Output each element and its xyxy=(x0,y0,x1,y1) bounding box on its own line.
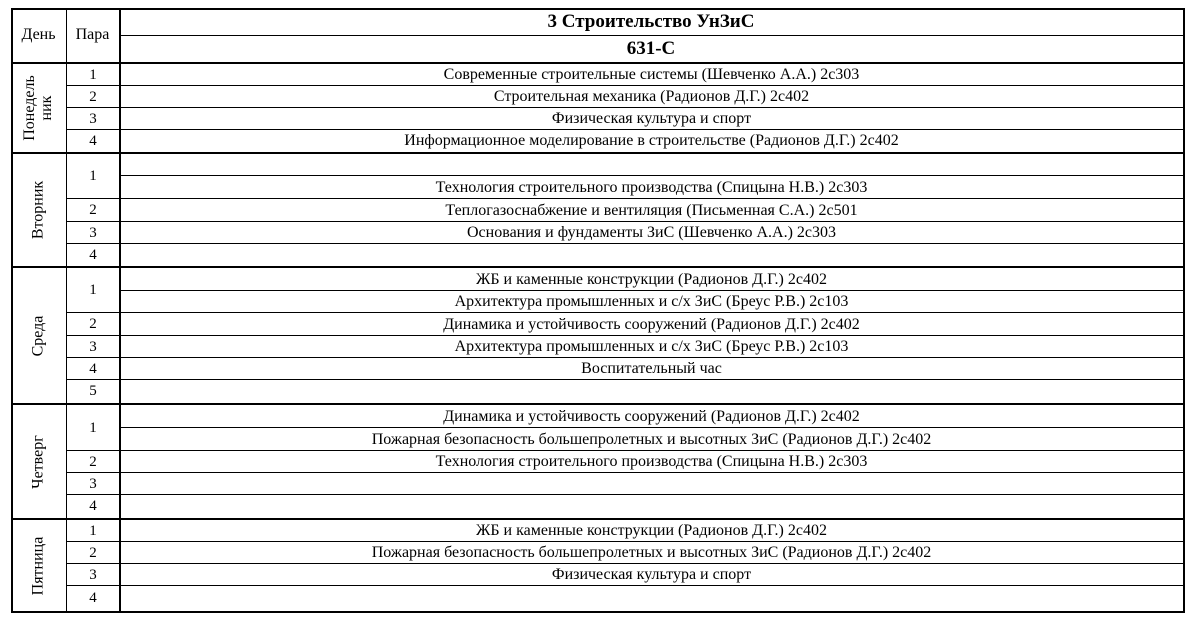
pair-number: 2 xyxy=(89,544,97,561)
pair-number: 2 xyxy=(89,88,97,105)
lesson-cell: Информационное моделирование в строительстве (Радионов Д.Г.) 2с402 xyxy=(404,132,899,149)
grid-line xyxy=(66,8,67,613)
day-name-cell xyxy=(12,405,66,518)
day-name xyxy=(31,315,48,356)
lesson-cell: Современные строительные системы (Шевченко А.А.) 2с303 xyxy=(443,66,860,83)
pair-number: 4 xyxy=(89,132,97,149)
lesson-cell: Воспитательный час xyxy=(581,360,722,377)
lesson-cell xyxy=(120,244,1183,266)
day-name-line: Вторник xyxy=(29,180,47,240)
grid-line xyxy=(119,35,1183,36)
day-column-header: День xyxy=(21,26,56,43)
lesson-cell: Архитектура промышленных и с/х ЗиС (Бреус Р.В.) 2с103 xyxy=(454,338,849,355)
lesson-cell: Динамика и устойчивость сооружений (Радионов Д.Г.) 2с402 xyxy=(443,407,860,425)
lesson-cell: Архитектура промышленных и с/х ЗиС (Бреус Р.В.) 2с103 xyxy=(454,293,849,310)
pair-number: 4 xyxy=(89,360,97,377)
lesson-cell xyxy=(120,380,1183,403)
pair-number: 4 xyxy=(89,590,97,606)
pair-number: 3 xyxy=(89,566,97,583)
pair-number: 1 xyxy=(89,66,97,83)
lesson-cell xyxy=(120,495,1183,518)
day-name-line: ник xyxy=(38,95,55,121)
lesson-cell xyxy=(120,154,1183,176)
day-name xyxy=(31,435,48,489)
day-name-line: Пятница xyxy=(29,536,47,595)
pair-number: 3 xyxy=(89,110,97,127)
day-name-line: Среда xyxy=(29,315,47,356)
group-title: 631-С xyxy=(626,38,676,59)
day-name-line: Четверг xyxy=(29,434,47,489)
lesson-cell: Теплогазоснабжение и вентиляция (Письменная С.А.) 2с501 xyxy=(445,201,858,219)
grid-line xyxy=(11,8,1185,10)
lesson-cell: Динамика и устойчивость сооружений (Радионов Д.Г.) 2с402 xyxy=(443,315,860,333)
pair-number: 2 xyxy=(89,316,97,332)
pair-number: 2 xyxy=(89,202,97,218)
day-name-cell xyxy=(12,64,66,152)
day-name-cell xyxy=(12,520,66,611)
grid-line xyxy=(119,8,121,613)
lesson-cell: Строительная механика (Радионов Д.Г.) 2с402 xyxy=(493,88,810,105)
lesson-cell: Физическая культура и спорт xyxy=(551,110,752,127)
grid-line xyxy=(1183,8,1185,613)
grid-line xyxy=(11,8,13,613)
pair-number: 1 xyxy=(89,419,97,436)
lesson-cell: Пожарная безопасность большепролетных и высотных ЗиС (Радионов Д.Г.) 2с402 xyxy=(371,430,932,448)
grid-line xyxy=(11,62,1185,64)
pair-number: 1 xyxy=(89,168,97,184)
faculty-title: 3 Строительство УнЗиС xyxy=(547,11,755,32)
lesson-cell: Физическая культура и спорт xyxy=(551,566,752,583)
lesson-cell: Основания и фундаменты ЗиС (Шевченко А.А.) 2с303 xyxy=(467,224,836,241)
lesson-cell xyxy=(120,586,1183,611)
pair-number: 5 xyxy=(89,383,97,399)
lesson-cell: ЖБ и каменные конструкции (Радионов Д.Г.) 2с402 xyxy=(476,270,827,288)
pair-number: 3 xyxy=(89,224,97,241)
pair-number: 4 xyxy=(89,246,97,263)
lesson-cell: ЖБ и каменные конструкции (Радионов Д.Г.) 2с402 xyxy=(476,522,827,539)
pair-number: 3 xyxy=(89,475,97,492)
pair-number: 1 xyxy=(89,522,97,539)
lesson-cell xyxy=(120,473,1183,495)
day-name-cell xyxy=(12,268,66,403)
day-name xyxy=(22,75,56,141)
pair-column-header: Пара xyxy=(75,26,110,43)
day-name xyxy=(31,536,48,595)
lesson-cell: Технология строительного производства (Спицына Н.В.) 2с303 xyxy=(435,453,868,470)
day-name xyxy=(31,181,48,239)
grid-line xyxy=(11,611,1185,613)
pair-number: 3 xyxy=(89,338,97,355)
day-name-cell xyxy=(12,154,66,266)
pair-number: 1 xyxy=(89,282,97,298)
day-name-line: Понедель xyxy=(21,75,39,141)
lesson-cell: Технология строительного производства (Спицына Н.В.) 2с303 xyxy=(435,178,868,196)
pair-number: 4 xyxy=(89,498,97,514)
lesson-cell: Пожарная безопасность большепролетных и высотных ЗиС (Радионов Д.Г.) 2с402 xyxy=(371,544,932,561)
pair-number: 2 xyxy=(89,453,97,470)
